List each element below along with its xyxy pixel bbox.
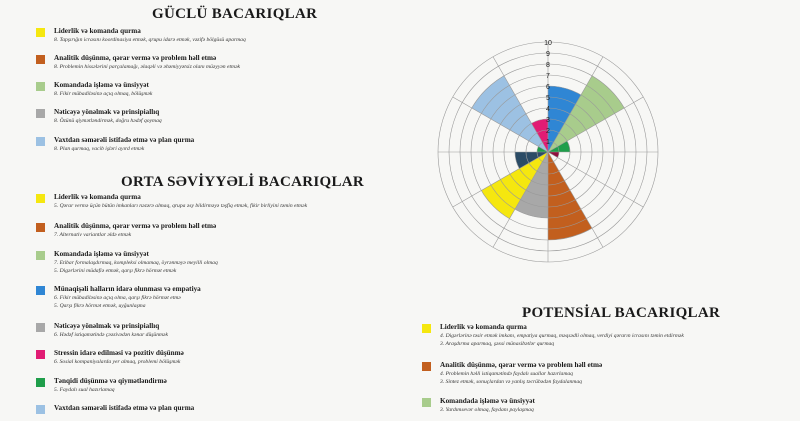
skill-title: Liderlik və komanda qurma (440, 323, 527, 331)
color-marker (422, 362, 431, 371)
skill-description: 7. Alternativ variantlar əldə etmək (54, 232, 132, 238)
tick-label: 3 (546, 117, 550, 124)
skill-item (38, 54, 418, 71)
skill-item (424, 361, 784, 386)
skill-item (424, 397, 784, 414)
tick-label: 8 (546, 62, 550, 69)
skill-item (38, 250, 418, 275)
skill-description: 5. Qərar vermə üçün bütün imkanları nəzərə almaq, qrupa əsy bildirməyə təşfiq etmək, fikir birliyini təmin etmək (54, 203, 308, 209)
skill-description: 8. Tapşırığın icrasını koordinasiya etmək, qrupu idarə etmək, vəzifə bölgüsü aparmaq (54, 37, 246, 43)
color-marker (36, 194, 45, 203)
medium-skills-heading: ORTA SƏVİYYƏLİ BACARIQLAR (121, 174, 365, 190)
skill-title: Analitik düşünmə, qərar vermə və problem həll etmə (440, 361, 603, 369)
chart-sector (548, 152, 592, 240)
skill-title: Nəticəyə yönəlmək və prinsipiallıq (54, 322, 160, 330)
skills-polar-chart (418, 28, 678, 273)
potential-skills-heading: POTENSİAL BACARIQLAR (522, 305, 721, 321)
color-marker (36, 286, 45, 295)
strong-skills-heading: GÜCLÜ BACARIQLAR (152, 6, 318, 22)
skill-title: Vaxtdan səmərəli istifadə etmə və plan qurma (54, 404, 195, 412)
skill-item (38, 108, 418, 125)
skill-description: 4. Problemin həlli istiqamətində faydalı suallar hazırlamaq (440, 371, 573, 377)
skill-title: Vaxtdan səmərəli istifadə etmə və plan qurma (54, 136, 195, 144)
skill-item (38, 377, 418, 394)
skill-description: 6. Fikir mübadiləsinə açıq olma, qarşı fikrə hörmət etmə (54, 295, 181, 301)
color-marker (36, 55, 45, 64)
skill-description: 8. Fikir mübadiləsinə açıq olmaq, bölüşmək (54, 91, 153, 97)
skill-title: Nəticəyə yönəlmək və prinsipiallıq (54, 108, 160, 116)
skill-title: Liderlik və komanda qurma (54, 193, 141, 201)
tick-label: 2 (546, 128, 550, 135)
skill-title: Münaqişəli halların idarə olunması və empatiya (54, 285, 201, 293)
skill-item (38, 404, 418, 413)
tick-label: 10 (544, 40, 552, 47)
skill-item (38, 193, 418, 210)
skill-description: 6. Sosial kompaniyalarda yer almaq, problemi bölüşmək (54, 359, 181, 365)
skill-item (38, 322, 418, 339)
color-marker (36, 82, 45, 91)
skill-description: 4. Digərlərinə təsir etmək imkanı, empatiya qurmaq, məqsədli olmaq, verdiyi qərarın icrasını təmin etdirmək (440, 333, 684, 339)
skill-title: Komandada işləmə və ünsiyyət (440, 397, 535, 405)
skill-item (38, 222, 418, 239)
tick-label: 9 (546, 51, 550, 58)
color-marker (36, 405, 45, 414)
tick-label: 1 (546, 139, 550, 146)
tick-label: 6 (546, 84, 550, 91)
skill-description: 5. Digərlərini müdafiə etmək, qarşı fikrə hörmət etmək (54, 268, 177, 274)
tick-label: 4 (546, 106, 550, 113)
color-marker (36, 137, 45, 146)
color-marker (422, 324, 431, 333)
color-marker (36, 378, 45, 387)
tick-label: 7 (546, 73, 550, 80)
skill-item (38, 285, 418, 310)
skill-item (38, 27, 418, 44)
tick-label: 5 (546, 95, 550, 102)
skill-title: Analitik düşünmə, qərar vermə və problem həll etmə (54, 54, 217, 62)
skill-description: 8. Özünü qiymətləndirmək, doğru hədəf qoymaq (54, 118, 162, 124)
skill-title: Stressin idarə edilməsi və pozitiv düşünmə (54, 349, 184, 357)
skill-description: 8. Plan qurmaq, vacib işləri ayırd etmək (54, 146, 145, 152)
skill-description: 3. Sintez etmək, sonuçlardan və yanlış təcrübədən faydalanmaq (440, 379, 582, 385)
color-marker (36, 350, 45, 359)
color-marker (36, 109, 45, 118)
skill-title: Analitik düşünmə, qərar vermə və problem həll etmə (54, 222, 217, 230)
color-marker (36, 28, 45, 37)
skill-item (38, 136, 418, 153)
skill-description: 5. Faydalı sual hazırlamaq (54, 387, 115, 393)
skill-description: 3. Araşdırma aparmaq, şəxsi münasibətlər qurmaq (440, 341, 555, 347)
skill-description: 5. Qarşı fikrə hörmət etmək, uyğunlaşma (54, 303, 146, 309)
skill-item (38, 349, 418, 366)
color-marker (36, 251, 45, 260)
color-marker (36, 323, 45, 332)
skill-item (38, 81, 418, 98)
skill-title: Liderlik və komanda qurma (54, 27, 141, 35)
skill-title: Komandada işləmə və ünsiyyət (54, 250, 149, 258)
skill-title: Tənqidi düşünmə və qiymətləndirmə (54, 377, 167, 385)
skill-title: Komandada işləmə və ünsiyyət (54, 81, 149, 89)
skill-item (424, 323, 784, 348)
skill-description: 3. Yardımsevər olmaq, faydanı paylaşmaq (440, 407, 534, 413)
skill-description: 8. Problemin hissələrini parçalamağı, əlaqəli və əhəmiyyətsiz olanı müəyyən etmək (54, 64, 241, 70)
skill-description: 6. Hədəf istiqamətində çəəzivədən kənar düşünmək (54, 332, 169, 338)
skill-description: 7. Etibar formalaşdırmaq, kompleksi olmamaq, öyrənməyə meyilli olmaq (54, 260, 218, 266)
color-marker (422, 398, 431, 407)
color-marker (36, 223, 45, 232)
